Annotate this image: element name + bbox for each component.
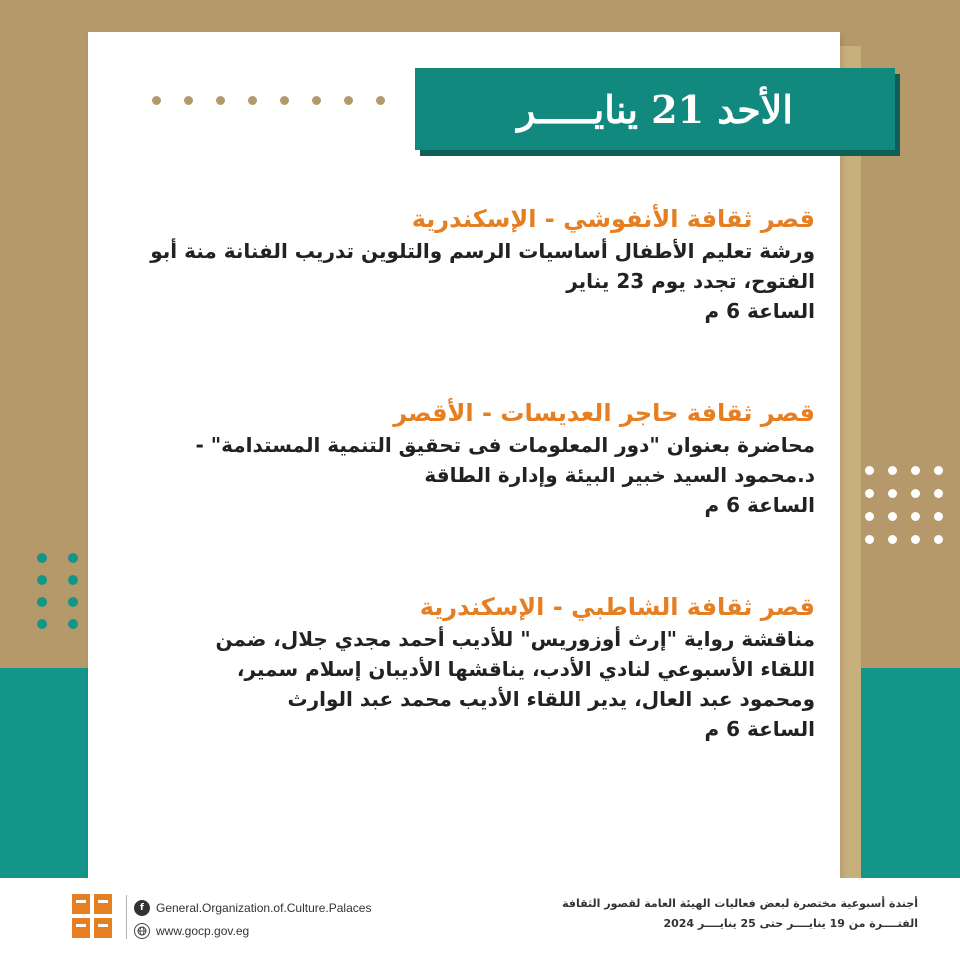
agenda-period: الفتــــرة من 19 ينايــــر حتى 25 ينايــــر 2024 [663, 917, 918, 930]
event-item [115, 590, 815, 744]
event-item [115, 202, 815, 326]
facebook-icon: f [134, 900, 150, 916]
facebook-link[interactable] [134, 898, 371, 918]
website-label: www.gocp.gov.eg [156, 924, 250, 938]
date-heading: الأحد 21 ينايـــــر [517, 86, 793, 132]
globe-icon [134, 923, 150, 939]
event-title: قصر ثقافة الأنفوشي - الإسكندرية [411, 205, 815, 233]
event-time: الساعة 6 م [704, 299, 815, 323]
date-banner [415, 68, 895, 150]
decorative-dots-grid-right [865, 466, 943, 544]
event-description: ورشة تعليم الأطفال أساسيات الرسم والتلوين تدريب الفنانة منة أبو الفتوح، تجدد يوم 23 يناير [150, 239, 815, 293]
agenda-title: أجندة أسبوعية مختصرة لبعض فعاليات الهيئة العامة لقصور الثقافة [562, 897, 918, 910]
website-link[interactable] [134, 921, 371, 941]
agenda-info [562, 895, 918, 935]
footer-divider [126, 895, 127, 939]
event-title: قصر ثقافة حاجر العديسات - الأقصر [393, 399, 815, 427]
event-title: قصر ثقافة الشاطبي - الإسكندرية [419, 593, 815, 621]
event-time: الساعة 6 م [704, 493, 815, 517]
event-description: محاضرة بعنوان "دور المعلومات فى تحقيق التنمية المستدامة" - د.محمود السيد خبير البيئة وإدارة الطاقة [195, 433, 815, 487]
social-links [134, 898, 371, 944]
decorative-dots-grid-left [37, 553, 78, 629]
event-item [115, 396, 815, 520]
event-time: الساعة 6 م [704, 717, 815, 741]
facebook-label: General.Organization.of.Culture.Palaces [156, 901, 372, 915]
gocp-logo [70, 892, 116, 942]
event-description: مناقشة رواية "إرث أوزوريس" للأديب أحمد مجدي جلال، ضمن اللقاء الأسبوعي لنادي الأدب، يناقشها الأديبان إسلام سمير، ومحمود عبد العال، يدير اللقاء الأديب محمد عبد الوارث [215, 627, 815, 711]
decorative-dots-row-top [152, 96, 385, 105]
